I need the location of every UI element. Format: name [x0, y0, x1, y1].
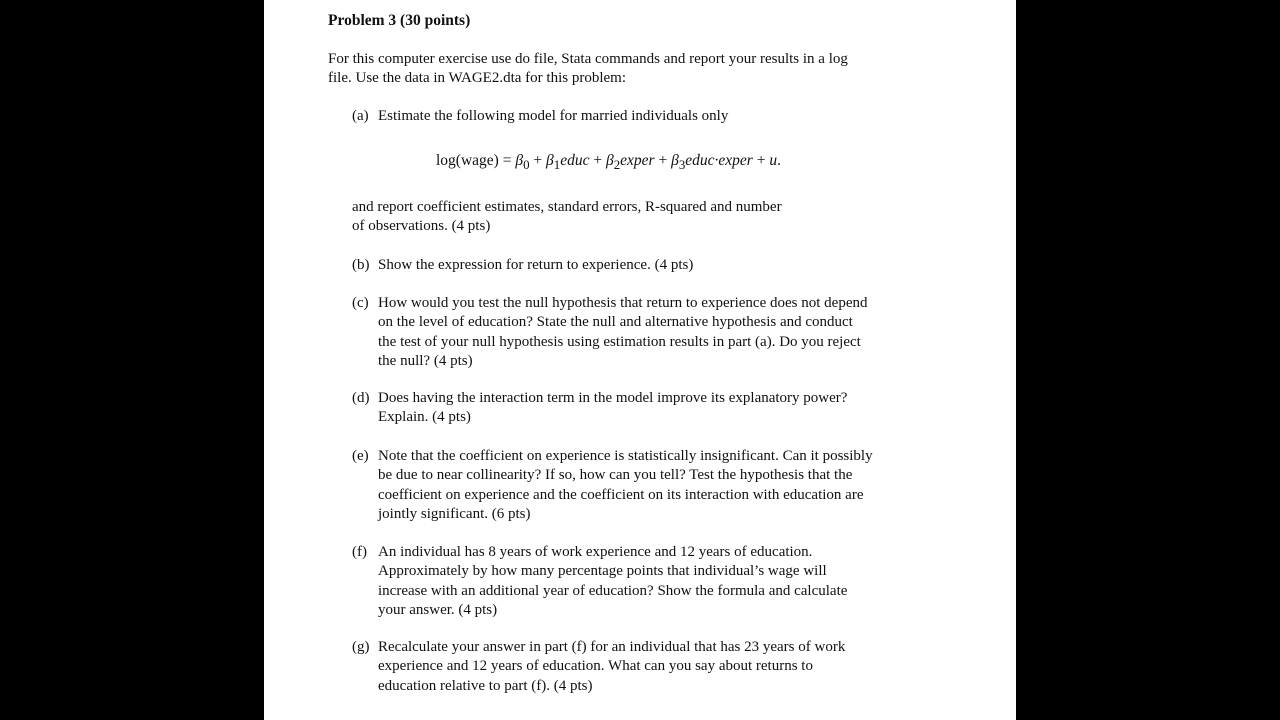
problem-title: Problem 3 (30 points) — [328, 12, 471, 29]
eq-beta: β — [671, 152, 679, 169]
part-line: Show the expression for return to experience. (4 pts) — [378, 257, 694, 273]
eq-beta: β — [515, 152, 524, 169]
eq-var-interaction: educ·exper — [685, 152, 753, 169]
eq-subscript: 1 — [553, 157, 561, 173]
part-label: (d) — [352, 390, 370, 406]
part-label: (c) — [352, 295, 369, 311]
part-label: (e) — [352, 448, 369, 464]
eq-plus: + — [589, 152, 606, 169]
part-text — [378, 294, 958, 372]
part-line: your answer. (4 pts) — [378, 602, 498, 619]
part-text — [378, 543, 958, 621]
eq-subscript: 2 — [613, 157, 621, 173]
part-line: the null? (4 pts) — [378, 353, 473, 370]
eq-var-educ: educ — [560, 152, 590, 169]
part-line: An individual has 8 years of work experience and 12 years of education. — [378, 544, 813, 560]
document-page — [264, 0, 1016, 720]
eq-equals: = — [498, 152, 516, 169]
part-line: and report coefficient estimates, standard errors, R-squared and number — [352, 199, 782, 215]
part-label: (a) — [352, 108, 369, 124]
eq-subscript: 0 — [523, 157, 530, 173]
part-label: (b) — [352, 257, 370, 273]
part-line: increase with an additional year of education? Show the formula and calculate — [378, 582, 848, 599]
part-line: of observations. (4 pts) — [352, 218, 491, 235]
part-a-continuation — [352, 198, 952, 237]
intro-line: For this computer exercise use do file, Stata commands and report your results in a log — [328, 51, 848, 67]
eq-beta: β — [546, 152, 554, 169]
part-label: (f) — [352, 544, 367, 560]
part-line: Estimate the following model for married individuals only — [378, 108, 729, 124]
eq-lhs: log(wage) — [436, 152, 499, 169]
part-text — [378, 638, 958, 696]
eq-plus: + — [529, 152, 547, 169]
part-line: the test of your null hypothesis using estimation results in part (a). Do you reject — [378, 333, 861, 350]
eq-subscript: 3 — [678, 157, 686, 173]
intro-line: file. Use the data in WAGE2.dta for this problem: — [328, 70, 626, 87]
eq-error-term: u — [769, 152, 778, 169]
part-text — [378, 389, 958, 428]
part-text — [378, 256, 958, 275]
eq-period: . — [777, 152, 781, 169]
eq-var-exper: exper — [620, 152, 655, 169]
part-line: jointly significant. (6 pts) — [378, 506, 531, 523]
part-line: coefficient on experience and the coefficient on its interaction with education are — [378, 486, 864, 503]
part-text — [378, 447, 958, 525]
part-line: Does having the interaction term in the model improve its explanatory power? — [378, 390, 848, 406]
eq-plus: + — [654, 152, 672, 169]
problem-intro — [328, 50, 928, 89]
model-equation — [436, 151, 781, 175]
part-line: on the level of education? State the null and alternative hypothesis and conduct — [378, 314, 853, 331]
part-line: How would you test the null hypothesis that return to experience does not depend — [378, 295, 868, 311]
eq-beta: β — [605, 152, 614, 169]
part-line: Note that the coefficient on experience is statistically insignificant. Can it possibly — [378, 448, 873, 464]
part-line: Approximately by how many percentage points that individual’s wage will — [378, 563, 827, 580]
part-line: experience and 12 years of education. What can you say about returns to — [378, 658, 813, 675]
part-line: education relative to part (f). (4 pts) — [378, 677, 593, 694]
part-line: Explain. (4 pts) — [378, 409, 471, 426]
eq-plus: + — [752, 152, 770, 169]
part-label: (g) — [352, 639, 370, 655]
part-line: be due to near collinearity? If so, how can you tell? Test the hypothesis that the — [378, 467, 853, 484]
part-line: Recalculate your answer in part (f) for an individual that has 23 years of work — [378, 639, 846, 655]
part-text — [378, 107, 958, 126]
